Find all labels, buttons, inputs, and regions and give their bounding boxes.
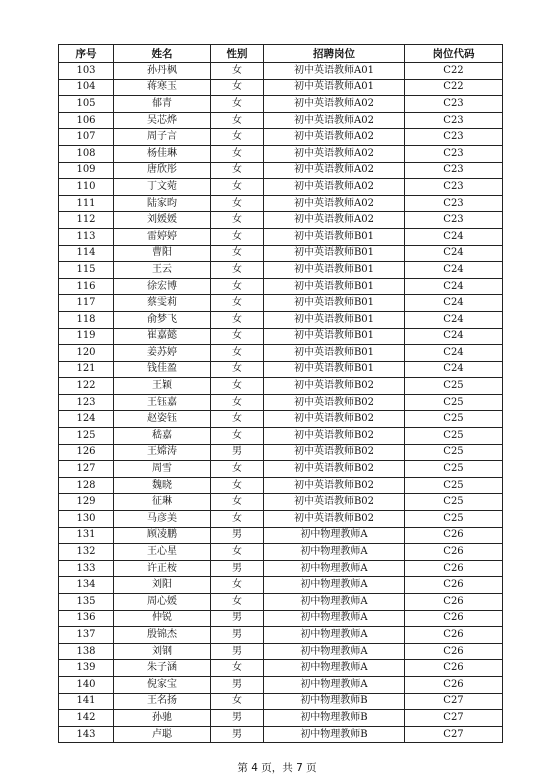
table-row [59,179,503,196]
cell-serial: 138 [59,643,114,660]
cell-name: 王嫦涛 [114,444,211,461]
cell-name: 陆家昀 [114,195,211,212]
cell-gender: 女 [211,212,264,229]
cell-position-code: C27 [405,726,503,743]
cell-position: 初中英语教师B01 [264,361,405,378]
cell-name: 吴芯烨 [114,112,211,129]
table-row [59,262,503,279]
cell-position-code: C24 [405,328,503,345]
cell-position-code: C25 [405,394,503,411]
cell-gender: 女 [211,361,264,378]
cell-position: 初中英语教师A01 [264,79,405,96]
cell-position: 初中英语教师A02 [264,162,405,179]
cell-serial: 123 [59,394,114,411]
table-row [59,361,503,378]
cell-gender: 女 [211,278,264,295]
cell-serial: 116 [59,278,114,295]
header-position: 招聘岗位 [264,45,405,63]
cell-name: 赵姿钰 [114,411,211,428]
cell-position-code: C22 [405,79,503,96]
cell-serial: 112 [59,212,114,229]
cell-position-code: C26 [405,577,503,594]
cell-serial: 120 [59,345,114,362]
cell-position-code: C27 [405,693,503,710]
cell-position-code: C23 [405,145,503,162]
cell-position-code: C25 [405,511,503,528]
cell-serial: 143 [59,726,114,743]
cell-name: 钱佳盈 [114,361,211,378]
cell-position-code: C26 [405,627,503,644]
cell-gender: 女 [211,195,264,212]
cell-position-code: C24 [405,311,503,328]
cell-gender: 女 [211,693,264,710]
cell-serial: 115 [59,262,114,279]
cell-gender: 女 [211,428,264,445]
cell-gender: 女 [211,411,264,428]
table-row [59,394,503,411]
cell-position-code: C24 [405,278,503,295]
cell-name: 马彦美 [114,511,211,528]
table-header-row [59,45,503,63]
cell-serial: 110 [59,179,114,196]
cell-name: 崔嘉懿 [114,328,211,345]
cell-position: 初中英语教师A01 [264,63,405,80]
cell-position-code: C26 [405,660,503,677]
cell-gender: 男 [211,627,264,644]
table-row [59,212,503,229]
table-row [59,245,503,262]
cell-gender: 女 [211,179,264,196]
cell-serial: 126 [59,444,114,461]
cell-position: 初中英语教师A02 [264,112,405,129]
cell-name: 王钰嘉 [114,394,211,411]
table-row [59,643,503,660]
table-row [59,112,503,129]
cell-position-code: C27 [405,710,503,727]
cell-serial: 113 [59,228,114,245]
cell-name: 王心星 [114,544,211,561]
page-number: 第 4 页，共 7 页 [237,762,317,774]
cell-position: 初中英语教师A02 [264,179,405,196]
table-row [59,79,503,96]
cell-serial: 137 [59,627,114,644]
table-row [59,477,503,494]
cell-name: 许正桉 [114,560,211,577]
cell-gender: 女 [211,544,264,561]
cell-position-code: C26 [405,544,503,561]
cell-position-code: C23 [405,195,503,212]
cell-serial: 111 [59,195,114,212]
cell-position-code: C23 [405,179,503,196]
cell-position-code: C24 [405,262,503,279]
cell-position-code: C26 [405,643,503,660]
cell-name: 杨佳琳 [114,145,211,162]
cell-position: 初中英语教师B02 [264,494,405,511]
table-row [59,461,503,478]
cell-gender: 女 [211,145,264,162]
cell-name: 周子言 [114,129,211,146]
cell-gender: 女 [211,577,264,594]
cell-gender: 女 [211,112,264,129]
cell-serial: 142 [59,710,114,727]
cell-name: 卢聪 [114,726,211,743]
cell-serial: 130 [59,511,114,528]
cell-serial: 119 [59,328,114,345]
cell-gender: 女 [211,311,264,328]
cell-gender: 男 [211,710,264,727]
cell-name: 曹阳 [114,245,211,262]
cell-position: 初中物理教师B [264,726,405,743]
table-row [59,710,503,727]
table-row [59,527,503,544]
cell-gender: 女 [211,594,264,611]
cell-name: 郁青 [114,96,211,113]
cell-serial: 128 [59,477,114,494]
cell-gender: 女 [211,63,264,80]
cell-serial: 132 [59,544,114,561]
table-row [59,228,503,245]
cell-name: 朱子涵 [114,660,211,677]
cell-serial: 103 [59,63,114,80]
cell-position-code: C23 [405,96,503,113]
cell-gender: 男 [211,643,264,660]
cell-gender: 女 [211,228,264,245]
cell-gender: 男 [211,676,264,693]
table-row [59,494,503,511]
table-row [59,676,503,693]
cell-serial: 106 [59,112,114,129]
cell-position-code: C25 [405,378,503,395]
cell-name: 蒋寒玉 [114,79,211,96]
cell-position-code: C26 [405,610,503,627]
cell-position: 初中物理教师A [264,527,405,544]
cell-name: 倪家宝 [114,676,211,693]
cell-name: 顾凌鹏 [114,527,211,544]
cell-position: 初中英语教师B02 [264,428,405,445]
cell-position: 初中物理教师A [264,560,405,577]
cell-position: 初中物理教师A [264,676,405,693]
cell-gender: 女 [211,129,264,146]
cell-name: 周雪 [114,461,211,478]
table-row [59,511,503,528]
cell-position: 初中英语教师B02 [264,461,405,478]
cell-serial: 109 [59,162,114,179]
cell-gender: 女 [211,345,264,362]
cell-gender: 女 [211,96,264,113]
cell-serial: 124 [59,411,114,428]
cell-serial: 135 [59,594,114,611]
cell-position: 初中英语教师B01 [264,345,405,362]
cell-position: 初中英语教师A02 [264,129,405,146]
cell-name: 徐宏博 [114,278,211,295]
table-row [59,378,503,395]
table-row [59,594,503,611]
cell-serial: 117 [59,295,114,312]
cell-name: 唐欣彤 [114,162,211,179]
cell-gender: 男 [211,560,264,577]
cell-position-code: C24 [405,345,503,362]
cell-name: 刘媛媛 [114,212,211,229]
cell-position: 初中英语教师B02 [264,444,405,461]
cell-serial: 122 [59,378,114,395]
table-row [59,162,503,179]
cell-name: 王云 [114,262,211,279]
cell-name: 魏晓 [114,477,211,494]
cell-position: 初中英语教师B02 [264,411,405,428]
cell-name: 俞梦飞 [114,311,211,328]
table-row [59,627,503,644]
cell-position-code: C25 [405,428,503,445]
cell-position: 初中英语教师B02 [264,378,405,395]
cell-position: 初中英语教师B02 [264,511,405,528]
cell-name: 王颖 [114,378,211,395]
cell-name: 周心媛 [114,594,211,611]
cell-gender: 男 [211,610,264,627]
cell-gender: 女 [211,660,264,677]
table-row [59,195,503,212]
header-name: 姓名 [114,45,211,63]
cell-gender: 女 [211,394,264,411]
cell-gender: 女 [211,378,264,395]
cell-serial: 127 [59,461,114,478]
cell-serial: 121 [59,361,114,378]
cell-serial: 136 [59,610,114,627]
table-row [59,726,503,743]
cell-position: 初中物理教师A [264,660,405,677]
cell-gender: 男 [211,726,264,743]
cell-name: 孙丹枫 [114,63,211,80]
table-row [59,693,503,710]
cell-gender: 男 [211,527,264,544]
cell-name: 征琳 [114,494,211,511]
cell-position-code: C26 [405,560,503,577]
cell-name: 丁文菀 [114,179,211,196]
cell-gender: 女 [211,162,264,179]
cell-serial: 118 [59,311,114,328]
cell-gender: 女 [211,262,264,279]
cell-serial: 114 [59,245,114,262]
cell-position: 初中英语教师B01 [264,228,405,245]
cell-gender: 女 [211,511,264,528]
cell-position: 初中物理教师A [264,544,405,561]
cell-name: 刘阳 [114,577,211,594]
cell-position: 初中物理教师A [264,594,405,611]
cell-position-code: C25 [405,494,503,511]
table-row [59,328,503,345]
table-row [59,660,503,677]
cell-gender: 女 [211,295,264,312]
cell-position-code: C22 [405,63,503,80]
cell-name: 嵇嘉 [114,428,211,445]
cell-gender: 女 [211,245,264,262]
cell-position-code: C23 [405,212,503,229]
cell-position: 初中英语教师B01 [264,311,405,328]
table-row [59,129,503,146]
table-body [59,63,503,743]
cell-position: 初中英语教师A02 [264,96,405,113]
cell-position: 初中英语教师B01 [264,328,405,345]
cell-name: 王名扬 [114,693,211,710]
cell-serial: 131 [59,527,114,544]
cell-position-code: C24 [405,361,503,378]
cell-serial: 141 [59,693,114,710]
cell-serial: 133 [59,560,114,577]
cell-name: 雷婷婷 [114,228,211,245]
cell-gender: 男 [211,444,264,461]
table-row [59,278,503,295]
cell-serial: 134 [59,577,114,594]
header-position-code: 岗位代码 [405,45,503,63]
cell-position-code: C26 [405,676,503,693]
cell-name: 仲锐 [114,610,211,627]
cell-position: 初中英语教师A02 [264,212,405,229]
cell-position: 初中物理教师B [264,710,405,727]
cell-position-code: C24 [405,295,503,312]
cell-name: 姜苏婷 [114,345,211,362]
table-row [59,63,503,80]
table-row [59,428,503,445]
cell-position: 初中英语教师B01 [264,295,405,312]
header-serial: 序号 [59,45,114,63]
cell-gender: 女 [211,79,264,96]
cell-name: 刘钢 [114,643,211,660]
cell-position: 初中物理教师A [264,643,405,660]
cell-name: 孙驰 [114,710,211,727]
cell-serial: 104 [59,79,114,96]
cell-position: 初中英语教师A02 [264,195,405,212]
cell-serial: 108 [59,145,114,162]
cell-position-code: C23 [405,129,503,146]
cell-position: 初中英语教师B01 [264,245,405,262]
cell-position-code: C23 [405,112,503,129]
table-row [59,560,503,577]
cell-position-code: C25 [405,411,503,428]
cell-name: 蔡雯莉 [114,295,211,312]
cell-position: 初中英语教师B01 [264,278,405,295]
cell-serial: 140 [59,676,114,693]
table-row [59,444,503,461]
cell-position: 初中英语教师B01 [264,262,405,279]
table-row [59,295,503,312]
cell-position-code: C23 [405,162,503,179]
cell-position: 初中英语教师B02 [264,477,405,494]
cell-gender: 女 [211,494,264,511]
table-row [59,311,503,328]
header-gender: 性别 [211,45,264,63]
cell-position-code: C24 [405,228,503,245]
cell-position-code: C25 [405,477,503,494]
cell-serial: 105 [59,96,114,113]
cell-position-code: C24 [405,245,503,262]
cell-gender: 女 [211,461,264,478]
cell-serial: 139 [59,660,114,677]
cell-position: 初中英语教师B02 [264,394,405,411]
table-row [59,610,503,627]
cell-serial: 107 [59,129,114,146]
cell-position: 初中英语教师A02 [264,145,405,162]
table-row [59,145,503,162]
cell-gender: 女 [211,477,264,494]
cell-position-code: C25 [405,461,503,478]
cell-position-code: C26 [405,594,503,611]
results-table [58,44,503,743]
cell-position: 初中物理教师A [264,577,405,594]
table-row [59,577,503,594]
table-row [59,345,503,362]
cell-position-code: C25 [405,444,503,461]
cell-position-code: C26 [405,527,503,544]
cell-position: 初中物理教师B [264,693,405,710]
cell-name: 殷锦杰 [114,627,211,644]
cell-position: 初中物理教师A [264,610,405,627]
table-row [59,96,503,113]
cell-position: 初中物理教师A [264,627,405,644]
cell-gender: 女 [211,328,264,345]
cell-serial: 129 [59,494,114,511]
table-row [59,544,503,561]
cell-serial: 125 [59,428,114,445]
table-row [59,411,503,428]
